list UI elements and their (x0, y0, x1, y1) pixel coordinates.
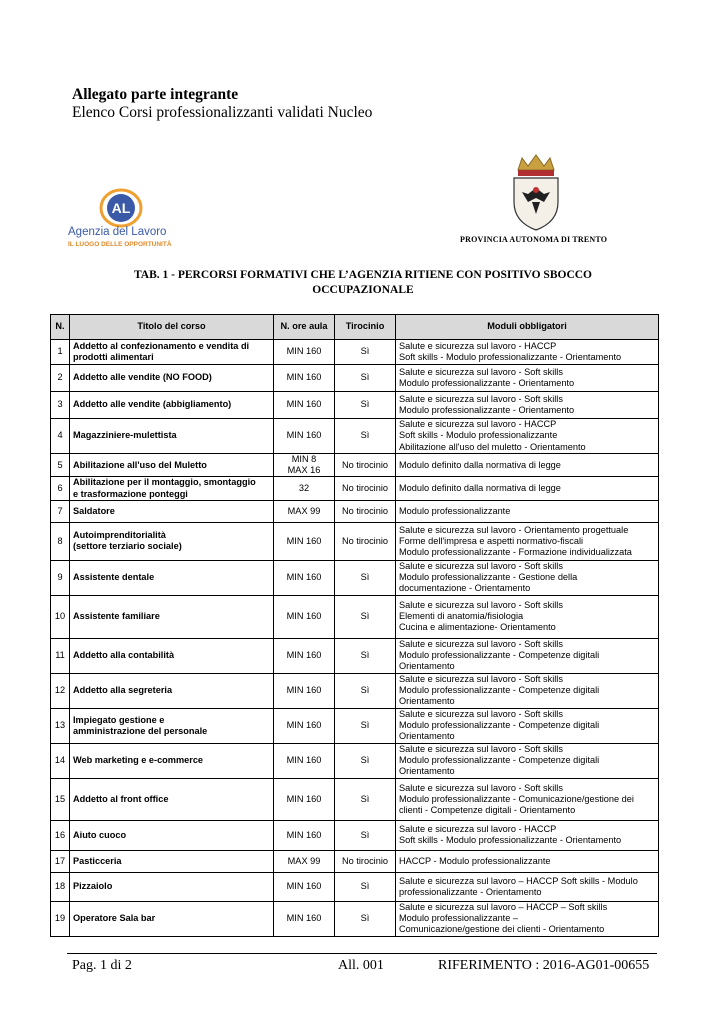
hours-cell-line: MIN 160 (286, 611, 322, 622)
hours-cell-line: MIN 160 (286, 793, 322, 804)
course-title-line: Impiegato gestione e (73, 714, 165, 725)
hours-cell (274, 500, 335, 522)
modules-cell-line: clienti - Competenze digitali - Orientamento (399, 804, 576, 815)
modules-cell-line: Modulo professionalizzante - Competenze digitali (399, 720, 600, 731)
tirocinio-cell: Sì (335, 872, 396, 901)
row-number: 15 (51, 778, 70, 820)
hours-cell (274, 778, 335, 820)
course-title-line: Addetto al front office (73, 793, 169, 804)
course-title-line: (settore terziario sociale) (73, 541, 182, 552)
course-title-line: Pizzaiolo (73, 881, 113, 892)
modules-cell-line: Salute e sicurezza sul lavoro - HACCP (399, 340, 557, 351)
modules-cell-line: Soft skills - Modulo professionalizzante - Orientamento (399, 352, 622, 362)
table-title-line1: TAB. 1 - PERCORSI FORMATIVI CHE L’AGENZIA RITIENE CON POSITIVO SBOCCO (133, 269, 593, 281)
table-row (51, 778, 659, 820)
course-title (70, 901, 274, 936)
course-title (70, 454, 274, 477)
modules-cell-line: Modulo definito dalla normativa di legge (399, 483, 561, 493)
modules-cell (396, 778, 659, 820)
course-title (70, 778, 274, 820)
modules-cell-line: Orientamento (399, 696, 455, 707)
provincia-trento-logo (448, 152, 618, 252)
hours-cell-line: MIN 160 (286, 913, 322, 924)
course-title-line: amministrazione del personale (73, 725, 208, 736)
modules-cell-line: Modulo professionalizzante - Competenze digitali (399, 685, 600, 696)
row-number: 18 (51, 872, 70, 901)
course-title (70, 477, 274, 500)
hours-cell-line: MAX 16 (287, 465, 321, 476)
course-title (70, 392, 274, 419)
agenzia-lavoro-logo (68, 188, 178, 248)
modules-cell (396, 560, 659, 595)
hours-cell (274, 392, 335, 419)
modules-cell-line: Soft skills - Modulo professionalizzante - Orientamento (399, 835, 622, 846)
hours-cell (274, 454, 335, 477)
col-header-n: N. (51, 315, 70, 340)
footer-allegato: All. 001 (338, 958, 384, 973)
modules-cell-line: HACCP - Modulo professionalizzante (399, 855, 551, 866)
tirocinio-cell: Sì (335, 560, 396, 595)
table-title-line2: OCCUPAZIONALE (312, 284, 414, 296)
modules-cell-line: Salute e sicurezza sul lavoro - Soft skills (399, 600, 563, 610)
table-row (51, 743, 659, 778)
tirocinio-cell: Sì (335, 419, 396, 454)
row-number: 13 (51, 708, 70, 743)
hours-cell (274, 560, 335, 595)
hours-cell (274, 638, 335, 673)
modules-cell (396, 340, 659, 365)
course-title-line: e trasformazione ponteggi (73, 488, 188, 499)
hours-cell-line: MAX 99 (287, 855, 321, 866)
logo-mark-letters: AL (111, 200, 131, 216)
tirocinio-cell: Sì (335, 392, 396, 419)
table-row (51, 901, 659, 936)
tirocinio-cell: Sì (335, 778, 396, 820)
agenzia-logo-text: Agenzia del Lavoro (68, 226, 167, 238)
row-number: 11 (51, 638, 70, 673)
footer-riferimento: RIFERIMENTO : 2016-AG01-00655 (438, 958, 650, 973)
modules-cell (396, 673, 659, 708)
hours-cell (274, 708, 335, 743)
table-row (51, 477, 659, 500)
modules-cell-line: Salute e sicurezza sul lavoro - Soft skills (399, 744, 563, 754)
row-number: 12 (51, 673, 70, 708)
hours-cell-line: MIN 160 (286, 755, 322, 766)
agenzia-logo-mark-icon (96, 188, 146, 228)
table-row (51, 872, 659, 901)
course-title (70, 595, 274, 638)
hours-cell-line: MAX 99 (287, 505, 321, 516)
modules-cell-line: Cucina e alimentazione- Orientamento (399, 622, 556, 633)
modules-cell (396, 638, 659, 673)
modules-cell-line: Orientamento (399, 661, 455, 672)
row-number: 10 (51, 595, 70, 638)
tirocinio-cell: No tirocinio (335, 850, 396, 872)
row-number: 3 (51, 392, 70, 419)
course-title-line: Addetto al confezionamento e vendita di (73, 340, 250, 351)
tirocinio-cell: No tirocinio (335, 477, 396, 500)
modules-cell-line: Modulo professionalizzante - Competenze digitali (399, 650, 600, 661)
table-row (51, 340, 659, 365)
modules-cell (396, 454, 659, 477)
table-row (51, 365, 659, 392)
hours-cell-line: MIN 160 (286, 829, 322, 840)
footer-page: Pag. 1 di 2 (72, 958, 132, 973)
hours-cell-line: MIN 160 (286, 399, 322, 410)
course-title-line: Pasticceria (73, 855, 122, 866)
tirocinio-cell: Sì (335, 901, 396, 936)
course-title (70, 560, 274, 595)
table-row (51, 595, 659, 638)
row-number: 5 (51, 454, 70, 477)
course-title-line: Saldatore (73, 505, 115, 516)
modules-cell-line: Salute e sicurezza sul lavoro - HACCP (399, 419, 557, 430)
tirocinio-cell: Sì (335, 365, 396, 392)
modules-cell-line: Salute e sicurezza sul lavoro - Orientamento progettuale (399, 524, 629, 535)
table-row (51, 500, 659, 522)
modules-cell-line: Soft skills - Modulo professionalizzante (399, 430, 558, 441)
hours-cell-line: MIN 160 (286, 535, 322, 546)
modules-cell-line: Salute e sicurezza sul lavoro - Soft skills (399, 366, 563, 377)
course-title-line: Addetto alla contabilità (73, 650, 175, 661)
course-title (70, 365, 274, 392)
hours-cell-line: MIN 160 (286, 720, 322, 731)
modules-cell-line: Modulo professionalizzante - Comunicazione/gestione dei (399, 793, 634, 804)
coat-of-arms-icon (506, 152, 566, 232)
modules-cell-line: Salute e sicurezza sul lavoro - Soft skills (399, 782, 563, 793)
course-title (70, 820, 274, 850)
modules-cell (396, 392, 659, 419)
table-row (51, 850, 659, 872)
modules-cell-line: Salute e sicurezza sul lavoro - Soft skills (399, 709, 563, 719)
hours-cell (274, 673, 335, 708)
agenzia-logo-tagline: IL LUOGO DELLE OPPORTUNITÀ (68, 241, 172, 248)
tirocinio-cell: Sì (335, 340, 396, 365)
modules-cell (396, 500, 659, 522)
modules-cell-line: Modulo definito dalla normativa di legge (399, 459, 561, 470)
row-number: 8 (51, 522, 70, 560)
modules-cell-line: Orientamento (399, 766, 455, 777)
courses-table (50, 314, 659, 937)
col-header-title: Titolo del corso (70, 315, 274, 340)
modules-cell-line: Salute e sicurezza sul lavoro - Soft skills (399, 674, 563, 684)
tirocinio-cell: No tirocinio (335, 500, 396, 522)
document-title: Allegato parte integrante (72, 86, 239, 103)
modules-cell-line: Modulo professionalizzante - Gestione della (399, 572, 578, 583)
course-title (70, 708, 274, 743)
modules-cell-line: Elementi di anatomia/fisiologia (399, 611, 524, 622)
hours-cell-line: MIN 160 (286, 881, 322, 892)
modules-cell-line: documentazione - Orientamento (399, 583, 531, 594)
table-row (51, 560, 659, 595)
course-title-line: Aiuto cuoco (73, 829, 127, 840)
hours-cell-line: 32 (298, 483, 310, 493)
hours-cell-line: MIN 160 (286, 572, 322, 583)
modules-cell (396, 595, 659, 638)
modules-cell-line: Modulo professionalizzante - Formazione individualizzata (399, 546, 632, 557)
row-number: 19 (51, 901, 70, 936)
course-title (70, 850, 274, 872)
hours-cell (274, 743, 335, 778)
modules-cell-line: Salute e sicurezza sul lavoro - Soft skills (399, 561, 563, 571)
hours-cell-line: MIN 8 (291, 454, 317, 464)
table-row (51, 454, 659, 477)
col-header-tirocinio: Tirocinio (335, 315, 396, 340)
table-row (51, 673, 659, 708)
modules-cell-line: Salute e sicurezza sul lavoro - Soft skills (399, 639, 563, 649)
hours-cell-line: MIN 160 (286, 372, 322, 383)
row-number: 6 (51, 477, 70, 500)
row-number: 17 (51, 850, 70, 872)
course-title (70, 638, 274, 673)
modules-cell (396, 419, 659, 454)
row-number: 1 (51, 340, 70, 365)
course-title-line: Operatore Sala bar (73, 913, 156, 924)
hours-cell (274, 901, 335, 936)
modules-cell-line: Salute e sicurezza sul lavoro - HACCP (399, 824, 557, 835)
course-title-line: Abilitazione all'uso del Muletto (73, 459, 207, 470)
course-title (70, 419, 274, 454)
modules-cell-line: Abilitazione all'uso del muletto - Orientamento (399, 441, 586, 452)
course-title (70, 340, 274, 365)
row-number: 4 (51, 419, 70, 454)
modules-cell (396, 820, 659, 850)
modules-cell-line: Salute e sicurezza sul lavoro – HACCP – Soft skills (399, 902, 608, 912)
modules-cell-line: Modulo professionalizzante - Orientamento (399, 378, 575, 388)
table-body (51, 340, 659, 937)
table-header-row (51, 315, 659, 340)
tirocinio-cell: Sì (335, 638, 396, 673)
table-title (72, 268, 654, 298)
hours-cell (274, 419, 335, 454)
hours-cell (274, 595, 335, 638)
row-number: 9 (51, 560, 70, 595)
tirocinio-cell: Sì (335, 820, 396, 850)
table-row (51, 419, 659, 454)
hours-cell-line: MIN 160 (286, 430, 322, 441)
hours-cell-line: MIN 160 (286, 346, 322, 357)
tirocinio-cell: No tirocinio (335, 522, 396, 560)
course-title-line: Assistente dentale (73, 572, 155, 583)
table-row (51, 522, 659, 560)
course-title-line: Addetto alle vendite (NO FOOD) (73, 372, 212, 383)
modules-cell (396, 901, 659, 936)
modules-cell (396, 743, 659, 778)
course-title-line: Addetto alle vendite (abbigliamento) (73, 399, 232, 410)
table-row (51, 638, 659, 673)
course-title-line: Assistente familiare (73, 611, 160, 622)
modules-cell (396, 477, 659, 500)
course-title (70, 673, 274, 708)
table-row (51, 392, 659, 419)
modules-cell-line: professionalizzante - Orientamento (399, 886, 542, 897)
footer-divider (67, 953, 657, 954)
table-row (51, 820, 659, 850)
tirocinio-cell: Sì (335, 708, 396, 743)
course-title (70, 743, 274, 778)
modules-cell (396, 365, 659, 392)
course-title-line: prodotti alimentari (73, 352, 154, 362)
modules-cell (396, 872, 659, 901)
tirocinio-cell: Sì (335, 673, 396, 708)
row-number: 16 (51, 820, 70, 850)
course-title (70, 522, 274, 560)
hours-cell (274, 850, 335, 872)
course-title-line: Autoimprenditorialità (73, 530, 166, 541)
col-header-ore: N. ore aula (274, 315, 335, 340)
course-title (70, 872, 274, 901)
tirocinio-cell: Sì (335, 595, 396, 638)
row-number: 14 (51, 743, 70, 778)
hours-cell (274, 365, 335, 392)
modules-cell-line: Modulo professionalizzante – (399, 913, 518, 924)
modules-cell-line: Salute e sicurezza sul lavoro - Soft skills (399, 393, 563, 404)
hours-cell-line: MIN 160 (286, 685, 322, 696)
provincia-caption: PROVINCIA AUTONOMA DI TRENTO (460, 235, 608, 244)
hours-cell (274, 522, 335, 560)
hours-cell-line: MIN 160 (286, 650, 322, 661)
modules-cell-line: Modulo professionalizzante (399, 505, 511, 516)
modules-cell (396, 522, 659, 560)
tirocinio-cell: No tirocinio (335, 454, 396, 477)
row-number: 7 (51, 500, 70, 522)
hours-cell (274, 477, 335, 500)
course-title-line: Addetto alla segreteria (73, 685, 173, 696)
table-row (51, 708, 659, 743)
document-subtitle: Elenco Corsi professionalizzanti validati Nucleo (72, 104, 373, 121)
modules-cell-line: Forme dell'impresa e aspetti normativo-fiscali (399, 535, 584, 546)
modules-cell-line: Orientamento (399, 731, 455, 742)
course-title-line: Magazziniere-mulettista (73, 430, 177, 441)
modules-cell-line: Modulo professionalizzante - Competenze digitali (399, 755, 600, 766)
course-title-line: Web marketing e e-commerce (73, 755, 204, 766)
hours-cell (274, 340, 335, 365)
course-title (70, 500, 274, 522)
course-title-line: Abilitazione per il montaggio, smontaggio (73, 477, 256, 488)
modules-cell-line: Modulo professionalizzante - Orientamento (399, 405, 575, 415)
modules-cell-line: Comunicazione/gestione dei clienti - Orientamento (399, 924, 605, 935)
col-header-moduli: Moduli obbligatori (396, 315, 659, 340)
hours-cell (274, 872, 335, 901)
modules-cell (396, 708, 659, 743)
hours-cell (274, 820, 335, 850)
tirocinio-cell: Sì (335, 743, 396, 778)
row-number: 2 (51, 365, 70, 392)
modules-cell-line: Salute e sicurezza sul lavoro – HACCP Soft skills - Modulo (399, 875, 638, 886)
modules-cell (396, 850, 659, 872)
